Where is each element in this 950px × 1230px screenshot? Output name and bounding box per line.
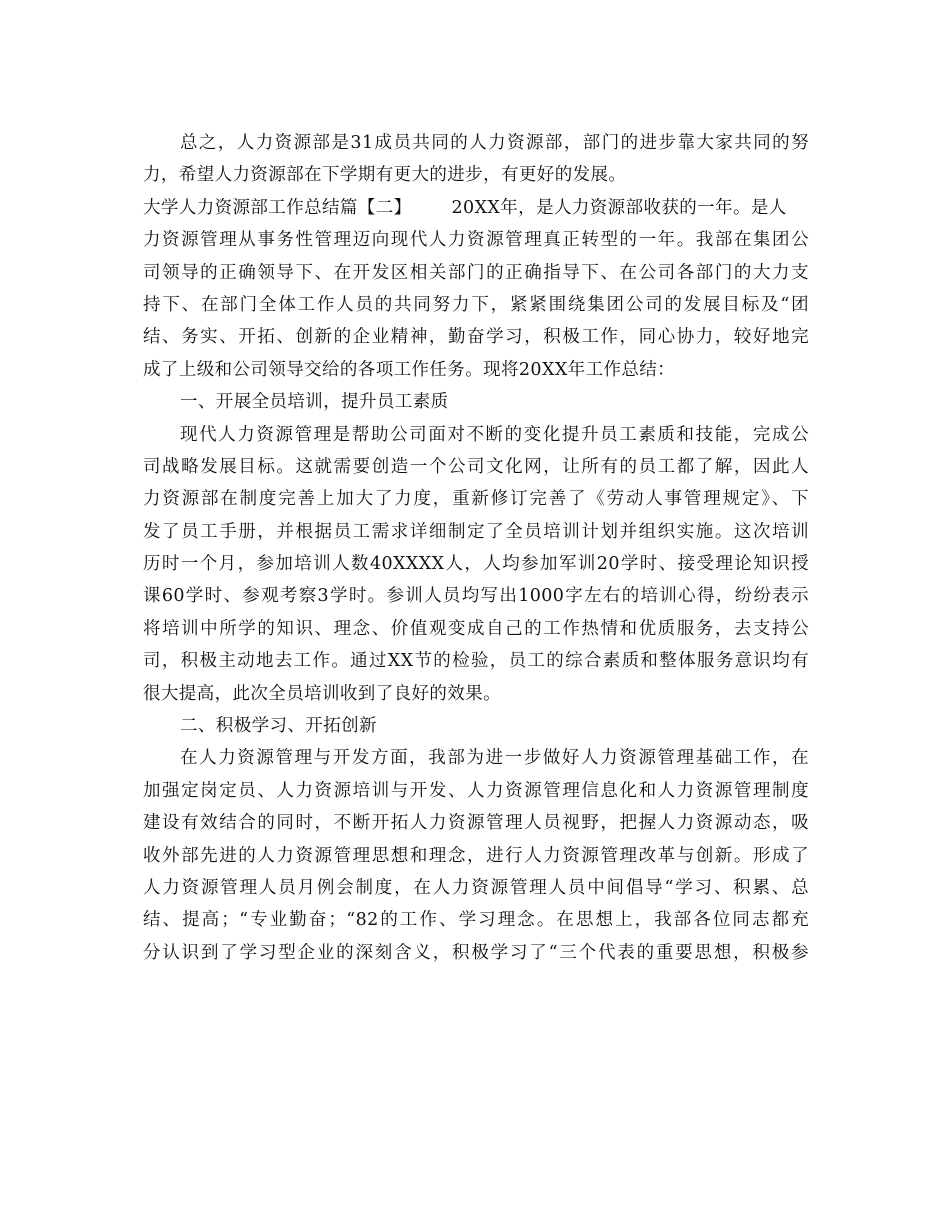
paragraph-line-start: 20XX年，是人力资源部收获的一年。是人	[451, 197, 787, 218]
document-body	[143, 127, 809, 969]
paragraph-line: 发了员工手册，并根据员工需求详细制定了全员培训计划并组织实施。这次培训	[143, 521, 809, 542]
section-heading-line	[143, 192, 809, 224]
paragraph-line: 力，希望人力资源部在下学期有更大的进步，有更好的发展。	[143, 165, 627, 186]
paragraph-line: 结、提高；“专业勤奋；“82的工作、学习理念。在思想上，我部各位同志都充	[143, 910, 809, 931]
paragraph-line: 现代人力资源管理是帮助公司面对不断的变化提升员工素质和技能，完成公	[180, 424, 809, 445]
paragraph-line: 收外部先进的人力资源管理思想和理念，进行人力资源管理改革与创新。形成了	[143, 845, 809, 866]
section-heading: 大学人力资源部工作总结篇【二】	[143, 197, 412, 218]
paragraph-line: 很大提高，此次全员培训收到了良好的效果。	[143, 683, 501, 704]
paragraph-line: 司领导的正确领导下、在开发区相关部门的正确指导下、在公司各部门的大力支	[143, 262, 809, 283]
paragraph-line: 司，积极主动地去工作。通过XX节的检验，员工的综合素质和整体服务意识均有	[143, 651, 809, 672]
paragraph-line: 历时一个月，参加培训人数40XXXX人，人均参加军训20学时、接受理论知识授	[143, 554, 809, 575]
section-subheading: 一、开展全员培训，提升员工素质	[180, 392, 449, 413]
paragraph-line: 结、务实、开拓、创新的企业精神，勤奋学习，积极工作，同心协力，较好地完	[143, 327, 809, 348]
paragraph-line: 加强定岗定员、人力资源培训与开发、人力资源管理信息化和人力资源管理制度	[143, 780, 809, 801]
paragraph-line: 成了上级和公司领导交给的各项工作任务。现将20XX年工作总结：	[143, 359, 676, 380]
section-subheading: 二、积极学习、开拓创新	[180, 716, 377, 737]
paragraph-line: 课60学时、参观考察3学时。参训人员均写出1000字左右的培训心得，纷纷表示	[143, 586, 809, 607]
paragraph-line: 司战略发展目标。这就需要创造一个公司文化网，让所有的员工都了解，因此人	[143, 456, 809, 477]
paragraph-line: 建设有效结合的同时，不断开拓人力资源管理人员视野，把握人力资源动态，吸	[143, 813, 809, 834]
paragraph-line: 力资源部在制度完善上加大了力度，重新修订完善了《劳动人事管理规定》、下	[143, 489, 809, 510]
paragraph-line: 总之，人力资源部是31成员共同的人力资源部，部门的进步靠大家共同的努	[180, 133, 809, 153]
paragraph-line: 持下、在部门全体工作人员的共同努力下，紧紧围绕集团公司的发展目标及“团	[143, 294, 809, 315]
paragraph-line: 人力资源管理人员月例会制度，在人力资源管理人员中间倡导“学习、积累、总	[143, 877, 809, 898]
paragraph-line: 将培训中所学的知识、理念、价值观变成自己的工作热情和优质服务，去支持公	[143, 618, 809, 639]
paragraph-line: 分认识到了学习型企业的深刻含义，积极学习了“三个代表的重要思想，积极参	[143, 942, 809, 963]
paragraph-line: 力资源管理从事务性管理迈向现代人力资源管理真正转型的一年。我部在集团公	[143, 230, 809, 251]
paragraph-line: 在人力资源管理与开发方面，我部为进一步做好人力资源管理基础工作，在	[180, 748, 809, 769]
